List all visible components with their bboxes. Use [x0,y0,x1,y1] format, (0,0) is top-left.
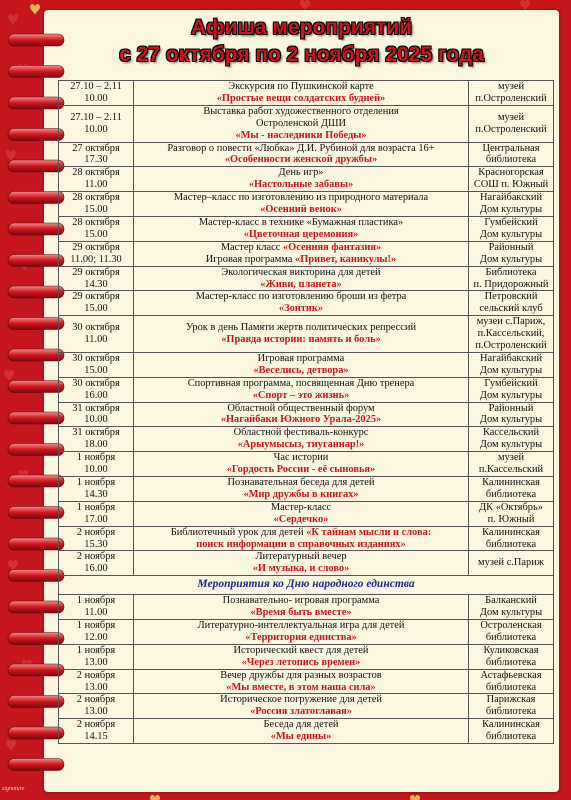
date-cell [59,105,134,142]
date-cell [59,427,134,452]
date-cell [59,452,134,477]
event-place-2: Дом культуры [479,228,543,240]
date-cell [59,644,134,669]
event-place: Библиотека [485,266,537,278]
binder-ring [8,129,64,141]
place-cell [469,644,554,669]
event-description: Экскурсия по Пушкинской карте [228,81,374,92]
date-cell [59,167,134,192]
event-description: Областной фестиваль-конкурс [233,427,369,439]
event-description: Экологическая викторина для детей [221,266,381,278]
table-row [59,291,554,316]
place-cell [469,316,554,353]
description-cell [134,619,469,644]
place-cell [469,551,554,576]
event-date: 27 октября [72,142,120,154]
event-time: 10.00 [84,464,108,476]
event-date: 29 октября [72,241,120,253]
event-place: ДК «Октябрь» [479,501,543,513]
table-row [59,719,554,744]
event-title: «Мы едины» [270,731,332,743]
date-cell [59,241,134,266]
binder-ring [8,286,64,298]
description-cell [134,719,469,744]
description-cell [134,352,469,377]
date-cell [59,352,134,377]
event-title: «Цветочная церемония» [243,228,359,240]
table-row [59,644,554,669]
binder-ring [8,192,64,204]
binder-ring [8,601,64,613]
date-cell [59,694,134,719]
event-description: Мастер-класс в технике «Бумажная пластика» [198,216,404,228]
event-time: 15.30 [84,538,108,550]
section-row [59,576,554,595]
table-row [59,266,554,291]
description-cell [134,142,469,167]
place-cell [469,241,554,266]
table-row [59,619,554,644]
event-title: «Арыумысыз, тиуганнар!» [237,439,365,451]
table-row [59,192,554,217]
event-place-2: библиотека [485,706,537,718]
event-time: 10.00 [84,414,108,426]
description-line [135,254,467,266]
event-description: Час истории [273,452,329,464]
event-description: Историческое погружение для детей [220,694,382,706]
place-cell [469,266,554,291]
event-title: «К тайнам мысли и слова: [306,526,432,538]
binder-ring [8,318,64,330]
date-cell [59,719,134,744]
table-row [59,377,554,402]
event-description: Литературный вечер [255,551,347,563]
event-place-2: Дом культуры [479,253,543,265]
event-time: 15.00 [84,228,108,240]
event-place: Куликовская [483,644,539,656]
description-cell [134,216,469,241]
binder-ring [8,475,64,487]
event-title: «Спорт – это жизнь» [252,389,350,401]
description-cell [134,644,469,669]
event-time: 17.30 [84,154,108,166]
place-cell [469,477,554,502]
event-place-2: п.Остроленский [475,92,547,104]
event-time: 15.00 [84,204,108,216]
event-date: 31 октября [72,402,120,414]
table-row [59,526,554,551]
binder-ring [8,538,64,550]
event-place-2: библиотека [485,154,537,166]
event-description: Урок в день Памяти жертв политических репрессий [185,322,417,334]
event-title: «Зонтик» [278,303,324,315]
event-date: 29 октября [72,291,120,303]
event-time: 14.15 [84,731,108,743]
event-place: музей [497,452,525,464]
event-time: 13.00 [84,656,108,668]
event-place-2: сельский клуб [479,303,543,315]
event-description: Выставка работ художественного отделения [203,105,399,117]
table-row [59,477,554,502]
binder-ring [8,759,64,771]
event-time: 12.00 [84,631,108,643]
event-date: 1 ноября [76,619,116,631]
event-date: 30 октября [72,352,120,364]
event-place-2: библиотека [485,631,537,643]
event-time: 13.00 [84,706,108,718]
event-place-2: п.Остроленский [475,123,547,135]
event-title: «Осенняя фантазия» [282,241,382,253]
poster-title [44,14,559,68]
place-cell [469,291,554,316]
binder-ring [8,444,64,456]
event-description-2: Игровая программа [205,253,293,265]
event-description: Исторический квест для детей [233,644,369,656]
event-time: 17.00 [84,513,108,525]
event-title: «Веселись, детвора» [253,364,349,376]
place-cell [469,105,554,142]
event-date: 1 ноября [76,644,116,656]
binder-ring [8,349,64,361]
event-time: 10.00 [84,92,108,104]
description-cell [134,526,469,551]
date-cell [59,526,134,551]
event-time: 15.00 [84,303,108,315]
event-place: Нагайбакский [479,192,543,204]
date-cell [59,551,134,576]
event-date: 29 октября [72,266,120,278]
description-line [135,242,467,254]
place-cell [469,377,554,402]
description-cell [134,694,469,719]
table-row [59,694,554,719]
event-time: 15.00 [84,364,108,376]
event-time: 14.30 [84,278,108,290]
event-title: «Территория единства» [245,631,357,643]
event-title: «Настольные забавы» [248,179,354,191]
date-cell [59,142,134,167]
event-time: 11.00 [84,334,108,346]
description-cell [134,81,469,106]
event-title: «Простые вещи солдатских будней» [216,92,386,104]
description-cell [134,316,469,353]
event-place: музей [497,81,525,92]
event-date: 2 ноября [76,551,116,563]
event-place: музеи с.Париж, [476,316,546,328]
place-cell [469,526,554,551]
event-title: «Правда истории: память и боль» [221,334,381,346]
event-title-2: поиск информации в справочных изданиях» [196,538,406,550]
binder-ring [8,727,64,739]
event-title: «Нагайбаки Южного Урала-2025» [220,414,382,426]
table-row [59,551,554,576]
event-place: Центральная [482,142,540,154]
event-place-2: библиотека [485,681,537,693]
table-row [59,105,554,142]
table-row [59,501,554,526]
event-place: Районный [488,402,534,414]
event-title: «Мы вместе, в этом наша сила» [226,681,376,693]
event-place-2: библиотека [485,538,537,550]
event-description: Мастер-класс по изготовлению броши из фетра [195,291,407,303]
binder-ring [8,633,64,645]
event-date: 31 октября [72,427,120,439]
place-cell [469,501,554,526]
binder-ring [8,664,64,676]
description-cell [134,595,469,620]
event-title: «Сердечко» [273,513,329,525]
event-title: «И музыка, и слово» [252,563,350,575]
event-place: музей с.Париж [478,557,544,569]
event-date: 30 октября [72,377,120,389]
event-place-2: п. Придорожный [473,278,549,290]
binder-ring [8,255,64,267]
table-row [59,402,554,427]
event-place-2: Дом культуры [479,364,543,376]
event-date: 2 ноября [76,719,116,731]
event-description: Вечер дружбы для разных возрастов [220,669,382,681]
event-description: Игровая программа [257,352,345,364]
description-cell [134,266,469,291]
event-place: музей [497,111,525,123]
event-place: Кассельский [482,427,540,439]
table-row [59,216,554,241]
date-cell [59,595,134,620]
binder-ring [8,412,64,424]
event-date: 28 октября [72,216,120,228]
event-date: 2 ноября [76,669,116,681]
date-cell [59,192,134,217]
event-place-2: Дом культуры [479,414,543,426]
place-cell [469,619,554,644]
event-time: 10.00 [84,123,108,135]
event-title: «Россия златоглавая» [250,706,352,718]
event-description: День игр» [278,167,324,179]
table-row [59,241,554,266]
description-cell [134,377,469,402]
event-date: 28 октября [72,192,120,204]
event-title: «Мы - наследники Победы» [235,129,367,141]
place-cell [469,595,554,620]
description-cell [134,105,469,142]
event-title: «Гордость России - её сыновья» [226,464,376,476]
binder-ring [8,223,64,235]
place-cell [469,81,554,106]
place-cell [469,402,554,427]
event-date: 2 ноября [76,694,116,706]
event-place: Остроленская [480,619,542,631]
description-cell [134,241,469,266]
section-title: Мероприятия ко Дню народного единства [59,576,554,595]
events-table [58,80,554,744]
binder-ring [8,160,64,172]
event-place: Балканский [485,595,537,607]
place-cell [469,142,554,167]
event-time: 11.00 [84,179,108,191]
description-cell [134,402,469,427]
binder-ring [8,97,64,109]
description-cell [134,551,469,576]
description-line [135,527,467,539]
event-time: 13.00 [84,681,108,693]
author-signature: signature [2,786,25,792]
place-cell [469,216,554,241]
event-place: Районный [488,241,534,253]
date-cell [59,81,134,106]
event-place-2: п.Кассельский, [477,328,545,340]
table-row [59,352,554,377]
date-cell [59,619,134,644]
event-title: «Осенний венок» [260,204,342,216]
notebook-rings [6,28,66,788]
description-cell [134,669,469,694]
event-description: Мастер–класс по изготовлению из природного материала [173,192,429,204]
date-cell [59,266,134,291]
event-title: «Мир дружбы в книгах» [243,488,359,500]
description-cell [134,452,469,477]
title-line-1: Афиша мероприятий [190,16,413,39]
table-row [59,595,554,620]
event-description: Библиотечный урок для детей [170,526,304,538]
event-place-2: Дом культуры [479,204,543,216]
event-place-2: п.Кассельский [478,464,544,476]
event-time: 11.00 [84,607,108,619]
table-row [59,142,554,167]
description-cell [134,192,469,217]
event-title: «Время быть вместе» [250,607,352,619]
title-line-2: с 27 октября по 2 ноября 2025 года [119,43,484,66]
date-cell [59,402,134,427]
event-date: 1 ноября [76,595,116,607]
event-place-2: Дом культуры [479,389,543,401]
date-cell [59,377,134,402]
event-place-2: Дом культуры [479,439,543,451]
event-title: «Живи, планета» [260,278,342,290]
event-title-2: «Привет, каникулы!» [295,253,397,265]
table-row [59,452,554,477]
place-cell [469,167,554,192]
event-place-2: библиотека [485,731,537,743]
event-description: Разговор о повести «Любка» Д.И. Рубиной для возраста 16+ [167,142,435,154]
date-cell [59,216,134,241]
event-place: Калининская [482,526,540,538]
event-time: 16.00 [84,389,108,401]
description-cell [134,477,469,502]
event-place-2: п. Южный [487,513,535,525]
table-row [59,316,554,353]
date-cell [59,477,134,502]
event-title: «Через летопись времен» [241,656,361,668]
binder-ring [8,381,64,393]
event-date: 28 октября [72,167,120,179]
place-cell [469,719,554,744]
event-place: Гумбейский [484,377,538,389]
event-place-3: п.Остроленский [475,340,547,352]
table-row [59,81,554,106]
place-cell [469,427,554,452]
description-cell [134,291,469,316]
binder-ring [8,507,64,519]
binder-ring [8,570,64,582]
event-date: 1 ноября [76,477,116,488]
event-place-2: Дом культуры [479,607,543,619]
table-row [59,669,554,694]
event-place: Нагайбакский [479,352,543,364]
event-date: 1 ноября [76,452,116,464]
place-cell [469,669,554,694]
event-place-2: библиотека [485,488,537,500]
place-cell [469,452,554,477]
table-row [59,167,554,192]
event-place-2: СОШ п. Южный [473,179,549,191]
table-row [59,427,554,452]
event-description: Познавательно- игровая программа [222,595,380,607]
event-time: 14.30 [84,488,108,500]
description-cell [134,167,469,192]
event-time: 16.00 [84,563,108,575]
event-time: 11.00; 11.30 [70,253,122,265]
event-date: 2 ноября [76,526,116,538]
date-cell [59,501,134,526]
event-description: Литературно-интеллектуальная игра для детей [197,619,405,631]
event-time: 18.00 [84,439,108,451]
event-date: 1 ноября [76,501,116,513]
date-cell [59,291,134,316]
event-description: Мастер-класс [270,501,332,513]
event-description-2: Остроленской ДШИ [256,117,346,129]
description-cell [134,501,469,526]
place-cell [469,694,554,719]
place-cell [469,352,554,377]
event-place: Калининская [482,719,540,731]
event-date: 27.10 – 2.11 [70,81,122,92]
event-date: 27.10 – 2.11 [70,111,122,123]
event-place-2: библиотека [485,656,537,668]
date-cell [59,316,134,353]
event-date: 30 октября [72,322,120,334]
event-place: Красногорская [478,167,544,179]
event-description: Спортивная программа, посвященная Дню тренера [187,377,415,389]
description-cell [134,427,469,452]
event-description: Областной общественный форум [227,402,375,414]
event-description: Мастер класс [220,241,281,253]
place-cell [469,192,554,217]
event-title: «Особенности женской дружбы» [224,154,378,166]
event-place: Парижская [486,694,536,706]
binder-ring [8,696,64,708]
event-description: Познавательная беседа для детей [227,477,375,488]
event-place: Петровский [484,291,538,303]
event-place: Астафьевская [480,669,542,681]
event-place: Калининская [482,477,540,488]
event-description: Беседа для детей [263,719,339,731]
event-place: Гумбейский [484,216,538,228]
date-cell [59,669,134,694]
